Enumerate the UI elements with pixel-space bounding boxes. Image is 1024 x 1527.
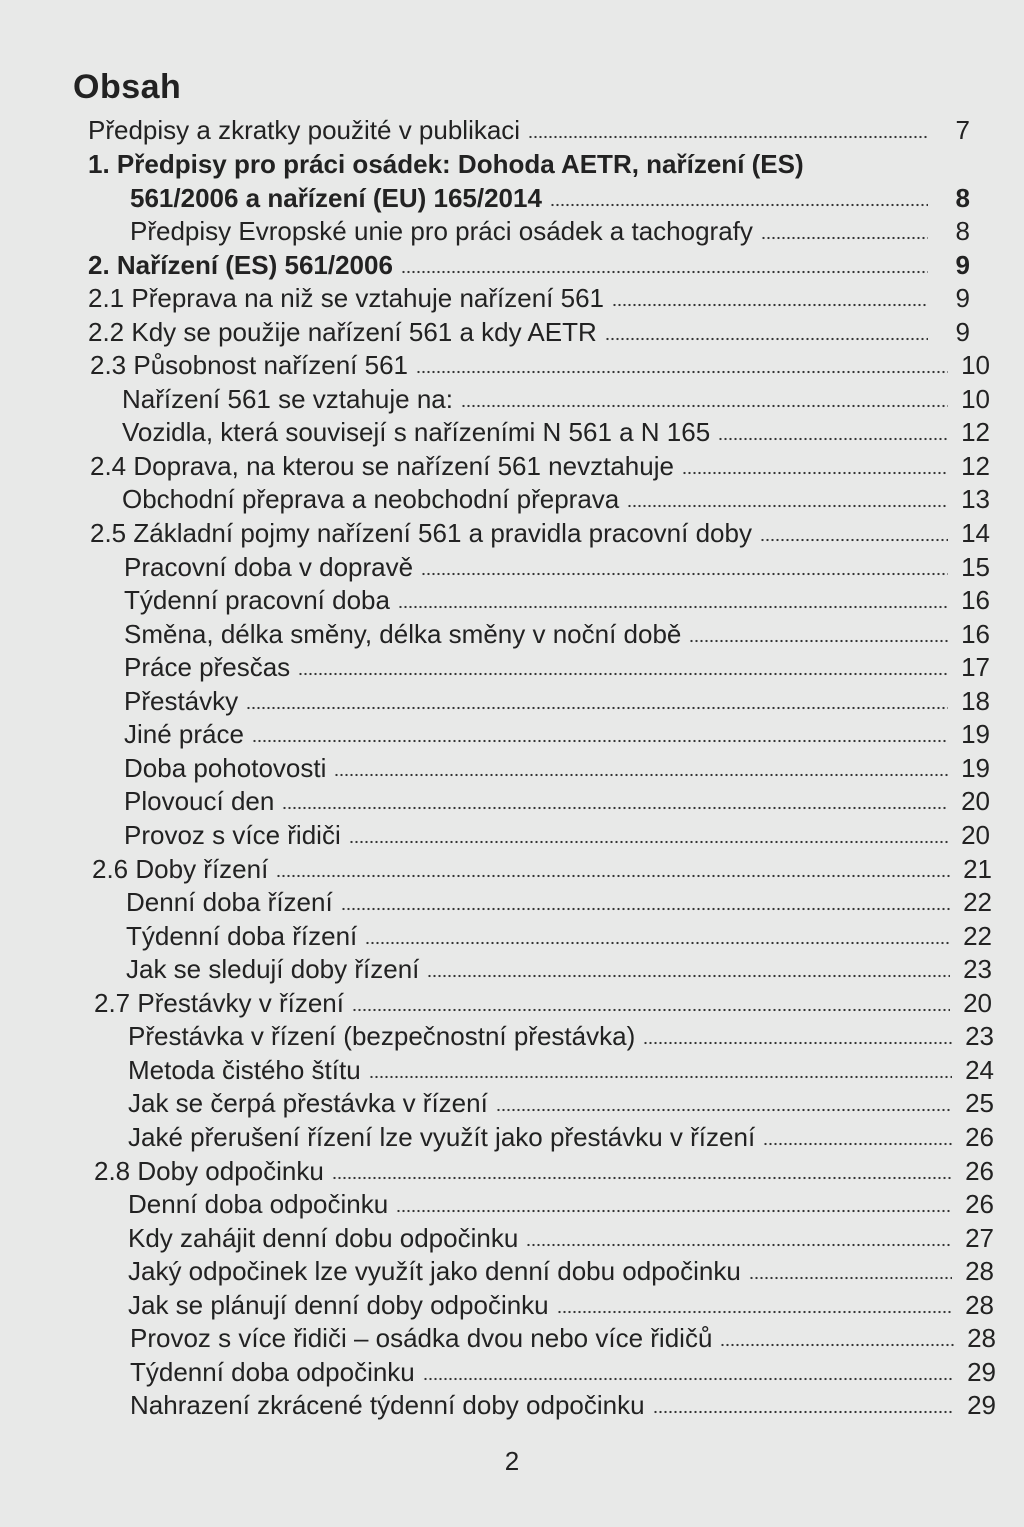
page-number: 2 [504,1446,520,1476]
toc-entry-title: Pracovní doba v dopravě [124,552,414,582]
toc-entry [128,1119,994,1152]
dot-leader [720,1343,954,1347]
dot-leader [718,437,948,441]
toc-entry-title: Přestávky [124,686,239,716]
toc-entry-title: 2.3 Působnost nařízení 561 [90,350,409,380]
dot-leader [332,1176,952,1180]
dot-leader [416,370,948,374]
dot-leader [749,1276,952,1280]
toc-entry-title: 2. Nařízení (ES) 561/2006 [88,250,393,280]
dot-leader [627,504,948,508]
dot-leader [365,941,950,945]
dot-leader [550,203,928,207]
toc-entry [94,985,992,1018]
toc-entry-title: Jaké přerušení řízení lze využít jako přestávku v řízení [128,1122,756,1152]
dot-leader [461,404,948,408]
toc-entry-page-number: 29 [967,1390,996,1420]
toc-entry-title: Předpisy Evropské unie pro práci osádek a tachografy [130,216,753,246]
toc-entry-title: 2.7 Přestávky v řízení [94,988,344,1018]
toc-entry-page-number: 26 [965,1156,994,1186]
toc-entry [94,1153,994,1186]
toc-entry-title: Denní doba řízení [126,887,333,917]
toc-entry-title: Týdenní doba řízení [126,921,358,951]
toc-entry-page-number: 14 [961,518,990,548]
toc-entry-title: Týdenní doba odpočinku [130,1357,415,1387]
dot-leader [526,1243,952,1247]
dot-leader [369,1075,952,1079]
toc-entry-page-number: 28 [967,1323,996,1353]
dot-leader [423,1377,954,1381]
dot-leader [760,538,948,542]
toc-entry [128,1186,994,1219]
dot-leader [557,1310,952,1314]
toc-entry [126,918,992,951]
toc-entry-page-number: 17 [961,652,990,682]
dot-leader [605,337,928,341]
dot-leader [396,1209,952,1213]
toc-entry-title: Jak se plánují denní doby odpočinku [128,1290,549,1320]
toc-entry-title: Jiné práce [124,719,244,749]
toc-entry [92,851,992,884]
toc-entry-page-number: 26 [965,1189,994,1219]
toc-entry-title: Obchodní přeprava a neobchodní přeprava [122,484,620,514]
toc-entry-page-number: 25 [965,1088,994,1118]
toc-entry-title: Plovoucí den [124,786,275,816]
toc-entry-page-number: 19 [961,719,990,749]
toc-entry-page-number: 8 [955,216,970,246]
toc-entry-page-number: 16 [961,585,990,615]
toc-entry-title: Vozidla, která souvisejí s nařízeními N 561 a N 165 [122,417,711,447]
toc-entry [124,549,990,582]
dot-leader [341,907,950,911]
toc-entry-title: Nahrazení zkrácené týdenní doby odpočinku [130,1390,645,1420]
toc-entry-title: Provoz s více řidiči [124,820,341,850]
toc-entry-title: Práce přesčas [124,652,291,682]
dot-leader [298,672,948,676]
toc-entry-page-number: 10 [961,350,990,380]
toc-entry-page-number: 27 [965,1223,994,1253]
toc-entry-page-number: 21 [963,854,992,884]
toc-entry-title: Týdenní pracovní doba [124,585,390,615]
toc-entry-title: Nařízení 561 se vztahuje na: [122,384,453,414]
toc-entry [128,1018,994,1051]
dot-leader [282,806,948,810]
toc-entry [128,1052,994,1085]
toc-entry-title: 1. Předpisy pro práci osádek: Dohoda AETR, nařízení (ES) [88,149,804,179]
toc-entry-page-number: 23 [963,954,992,984]
toc-entry-page-number: 22 [963,921,992,951]
dot-leader [612,303,928,307]
toc-entry-title: 2.1 Přeprava na niž se vztahuje nařízení 561 [88,283,604,313]
toc-entry-title: Kdy zahájit denní dobu odpočinku [128,1223,519,1253]
dot-leader [246,706,948,710]
toc-entry [130,1387,996,1420]
toc-entry-page-number: 8 [955,183,970,213]
toc-entry [128,1253,994,1286]
toc-entry [124,817,990,850]
dot-leader [643,1041,952,1045]
toc-entry [90,347,990,380]
toc-entry-page-number: 26 [965,1122,994,1152]
dot-leader [761,236,928,240]
toc-entry [130,1320,996,1353]
toc-entry [124,783,990,816]
toc-entry-page-number: 10 [961,384,990,414]
toc-entry-page-number: 18 [961,686,990,716]
toc-entry-page-number: 9 [955,283,970,313]
toc-entry-title: Předpisy a zkratky použité v publikaci [88,115,521,145]
toc-entry-page-number: 7 [955,115,970,145]
toc-entry-title: Směna, délka směny, délka směny v noční době [124,619,682,649]
toc-entry-title: 561/2006 a nařízení (EU) 165/2014 [130,183,542,213]
toc-entry [88,247,970,280]
dot-leader [276,874,950,878]
toc-entry-title: 2.2 Kdy se použije nařízení 561 a kdy AETR [88,317,597,347]
toc-entry [122,414,990,447]
dot-leader [682,471,948,475]
toc-entry [124,582,990,615]
dot-leader [252,739,948,743]
toc-entry-page-number: 12 [961,417,990,447]
toc-entry [88,112,970,145]
toc-entry-title: Jaký odpočinek lze využít jako denní dobu odpočinku [128,1256,741,1286]
toc-entry [124,616,990,649]
toc-entry-title: Provoz s více řidiči – osádka dvou nebo více řidičů [130,1323,713,1353]
toc-entry-title: Metoda čistého štítu [128,1055,361,1085]
toc-entry [128,1220,994,1253]
toc-entry [124,716,990,749]
dot-leader [401,270,928,274]
dot-leader [763,1142,952,1146]
toc-entry-page-number: 28 [965,1290,994,1320]
toc-entry [126,884,992,917]
toc-entry [128,1085,994,1118]
dot-leader [528,135,928,139]
toc-entry [122,381,990,414]
toc-entry-page-number: 15 [961,552,990,582]
toc-entry-title: 2.5 Základní pojmy nařízení 561 a pravidla pracovní doby [90,518,752,548]
toc-entry-page-number: 23 [965,1021,994,1051]
dot-leader [427,974,950,978]
toc-entry-page-number: 20 [961,786,990,816]
toc-entry [130,1354,996,1387]
toc-entry-title: 2.6 Doby řízení [92,854,269,884]
toc-entry [90,515,990,548]
toc-entry [90,448,990,481]
dot-leader [496,1108,952,1112]
toc-entry [88,280,970,313]
dot-leader [349,840,948,844]
dot-leader [352,1008,950,1012]
toc-entry [130,180,970,213]
toc-entry [88,146,970,179]
toc-entry-page-number: 28 [965,1256,994,1286]
toc-entry-page-number: 9 [955,250,970,280]
toc-entry-title: 2.4 Doprava, na kterou se nařízení 561 nevztahuje [90,451,674,481]
dot-leader [398,605,948,609]
page-title: Obsah [73,68,182,106]
toc-entry-page-number: 12 [961,451,990,481]
toc-entry-page-number: 16 [961,619,990,649]
toc-entry [130,213,970,246]
toc-entry-title: Jak se čerpá přestávka v řízení [128,1088,488,1118]
dot-leader [421,572,948,576]
toc-entry [128,1287,994,1320]
toc-entry-page-number: 24 [965,1055,994,1085]
toc-entry [88,314,970,347]
toc-entry [124,683,990,716]
dot-leader [653,1410,954,1414]
toc-entry-title: Přestávka v řízení (bezpečnostní přestávka) [128,1021,636,1051]
toc-entry-title: Doba pohotovosti [124,753,327,783]
dot-leader [334,773,948,777]
toc-entry-title: 2.8 Doby odpočinku [94,1156,324,1186]
toc-entry-page-number: 20 [963,988,992,1018]
dot-leader [689,639,948,643]
toc-entry-title: Jak se sledují doby řízení [126,954,420,984]
toc-entry-page-number: 9 [955,317,970,347]
toc-entry-page-number: 22 [963,887,992,917]
toc-entry-page-number: 20 [961,820,990,850]
toc-entry [124,649,990,682]
toc-entry [122,481,990,514]
toc-entry [126,951,992,984]
toc-entry-page-number: 13 [961,484,990,514]
toc-entry-page-number: 29 [967,1357,996,1387]
toc-entry-page-number: 19 [961,753,990,783]
toc-entry [124,750,990,783]
toc-entry-title: Denní doba odpočinku [128,1189,389,1219]
